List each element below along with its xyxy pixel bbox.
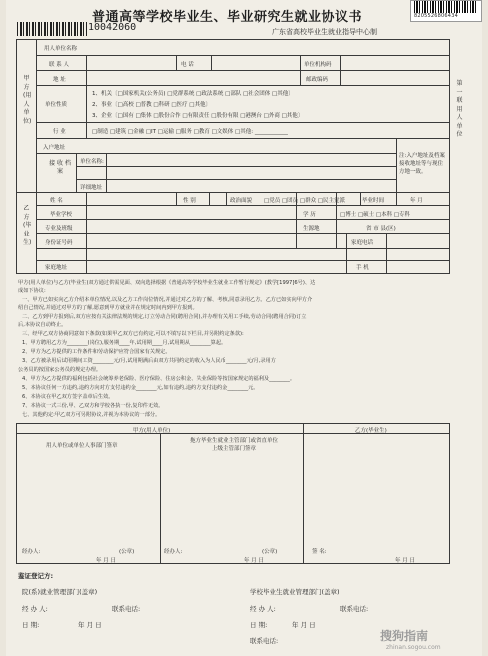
nature-row-institution: 2、事业〔□高校 □普教 □科研 □医疗 □其他〕 (92, 102, 211, 108)
archive-unit-name-label: 单位名称: (80, 159, 104, 165)
school-contact-phone: 联系电话: (250, 637, 279, 645)
college-date-label: 日 期: (22, 621, 40, 629)
id-number-label: 身份证号码 (45, 240, 73, 246)
birthplace-label: 生源地 (303, 226, 320, 232)
paragraph: 绍自己情况,并通过对甲方的了解,愿意到甲方就业并在规定时间内到甲方报到。 (18, 305, 198, 311)
authority-date: 年 月 日 (244, 558, 264, 564)
paragraph: 1、甲方聘用乙方为________(岗位),服务期____年,试用期____月,试用期从________算起。 (22, 340, 227, 346)
party-b-sign-header: 乙方(毕业生) (355, 428, 387, 434)
paragraph: 4、甲方为乙方提供的福利包括社会统筹养老保险、医疗保险、住房公积金、失业保险等按国家规定的福利及________。 (22, 376, 296, 382)
watermark (380, 627, 441, 651)
phone-label: 电 话 (181, 62, 194, 68)
college-phone: 联系电话: (112, 605, 141, 613)
serial-barcode (17, 22, 87, 36)
school-phone: 联系电话: (340, 605, 369, 613)
party-a-handler: 经办人: (22, 549, 41, 555)
unit-hr-seal-label: 用人单位或单位人事部门签章 (46, 443, 118, 449)
paragraph: 甲方(用人单位)与乙方(毕业生)双方通过供需见面、双向选择根据《普通高等学校毕业生就业工作暂行规定》(教学[1997]6号)、达 (18, 280, 316, 286)
home-address-label: 家庭地址 (45, 265, 68, 271)
watermark-url: zhinan.sogou.com (386, 644, 441, 651)
unit-nature-label: 单位性质 (45, 102, 68, 108)
party-b-label: 乙方(毕业生) (23, 205, 32, 246)
unit-name-label: 用人单位名称 (44, 46, 78, 52)
college-handler: 经 办 人: (22, 605, 48, 613)
political-label: 政治面貌 (230, 198, 253, 204)
party-a-sign-header: 甲方(用人单位) (133, 428, 171, 434)
name-label: 姓 名 (50, 198, 63, 204)
party-a-date: 年 月 日 (96, 558, 116, 564)
home-phone-label: 家庭电话 (351, 240, 374, 246)
paragraph: 后,本协议自动终止。 (18, 322, 67, 328)
college-date: 年 月 日 (78, 621, 102, 629)
party-a-seal: (公章) (119, 549, 135, 555)
graduate-date: 年 月 日 (395, 558, 415, 564)
birthplace-value: 省 市 县(区) (366, 226, 396, 232)
industry-options: □制造 □建筑 □金融 □IT □运输 □服务 □教育 □文娱体 □其他: ____________ (92, 129, 288, 135)
school-label: 毕业学校 (50, 212, 73, 218)
contact-label: 联 系 人 (49, 62, 69, 68)
authority-seal-label: 拖方毕业生就业主管部门或省直单位上级主管部门签章 (189, 438, 278, 452)
serial-number: 10042060 (88, 22, 137, 33)
school-handler: 经 办 人: (250, 605, 276, 613)
authority-handler: 经办人: (164, 549, 183, 555)
paragraph: 一、甲方已如实向乙方介绍本单位情况,以及乙方工作岗位情况,并通过对乙方的了解、考核,同意录用乙方。乙方已如实向甲方介 (22, 297, 313, 303)
education-label: 学 历 (303, 212, 316, 218)
verification-title: 鉴证登记方: (18, 572, 54, 580)
entry-address-label: 入户地址 (43, 145, 66, 151)
watermark-text: 搜狗指南 (380, 629, 429, 643)
archive-address-label: 详细地址 (80, 185, 103, 191)
education-options: □博士 □硕士 □本科 □专科 (340, 212, 411, 218)
barcode (414, 1, 476, 13)
copy-label: 第一联 用人单位 (456, 80, 463, 138)
address-label: 地 址 (53, 77, 66, 83)
mobile-label: 手 机 (356, 265, 369, 271)
archive-receive-label: 接 收 档 案 (49, 160, 71, 175)
graduation-year-month: 年 月 (410, 198, 423, 204)
issuer: 广东省高校毕业生就业指导中心制 (272, 28, 377, 36)
paragraph: 三、经甲乙双方协商同意如下条款(如果甲乙双方已有约定,可以不填写以下栏目,并另附约定条款): (22, 331, 244, 337)
paragraph: 2、甲方为乙方提供的工作条件和劳动保护应符合国家有关规定。 (22, 349, 171, 355)
industry-label: 行 业 (53, 129, 66, 135)
nature-row-government: 1、机关〔□国家机关(公务员) □党群系统 □政法系统 □部队 □社会团体 □其他〕 (92, 91, 294, 97)
document-title: 普通高等学校毕业生、毕业研究生就业协议书 (92, 10, 363, 25)
major-label: 专业及班级 (45, 226, 73, 232)
paragraph: 7、本协议一式三份,甲、乙双方和学校各执一份,复印件无效。 (22, 403, 164, 409)
political-options: □党员 □团员 □群众 □民主党派 (264, 198, 346, 204)
paragraph: 公务员的按国家公务员的规定办理。 (18, 367, 102, 373)
address-note: 注:入户地址及档案接收地址等与现住方地一致。 (399, 153, 445, 175)
barcode-number: 8205526806434 (414, 13, 458, 19)
school-date: 年 月 日 (292, 621, 316, 629)
party-a-label: 甲方(用人单位) (23, 75, 32, 125)
graduate-signature: 签 名: (312, 549, 327, 555)
authority-seal: (公章) (262, 549, 278, 555)
paragraph: 6、本协议在甲乙双方签字盖章后生效。 (22, 394, 114, 400)
paragraph: 3、乙方被录用后试用期间工资________元/月,试用期满后由双方共同约定的收入为人民币________元/月,录用方 (22, 358, 276, 364)
school-dept-seal: 学校毕业生就业管理部门(盖章) (250, 588, 340, 596)
paragraph: 七、其他约定:甲乙双方可另附协议,并视为本协议的一部分。 (22, 412, 161, 418)
paragraph: 5、本协议任何一方违约,违约方向对方支付违约金________元,如有违约,违约方支付违约金________元。 (22, 385, 259, 391)
paragraph: 成如下协议: (18, 288, 46, 294)
postcode-label: 邮政编码 (306, 77, 329, 83)
college-dept-seal: 院(系)就业管理部门(盖章) (22, 588, 98, 596)
school-date-label: 日 期: (250, 621, 268, 629)
nature-row-enterprise: 3、企业〔□国有 □集体 □股份合作 □有限责任 □股份有限 □港澳台 □外商 □其他〕 (92, 113, 304, 119)
gender-label: 性 别 (183, 198, 196, 204)
paragraph: 二、乙方到甲方报到后,双方应按有关法律法规的规定,订立劳动合同(聘用合同),并办理有关用工手续,劳动合同(聘用合同)订立 (22, 314, 307, 320)
graduation-time-label: 毕业时间 (362, 198, 385, 204)
org-code-label: 单位机构码 (304, 62, 332, 68)
